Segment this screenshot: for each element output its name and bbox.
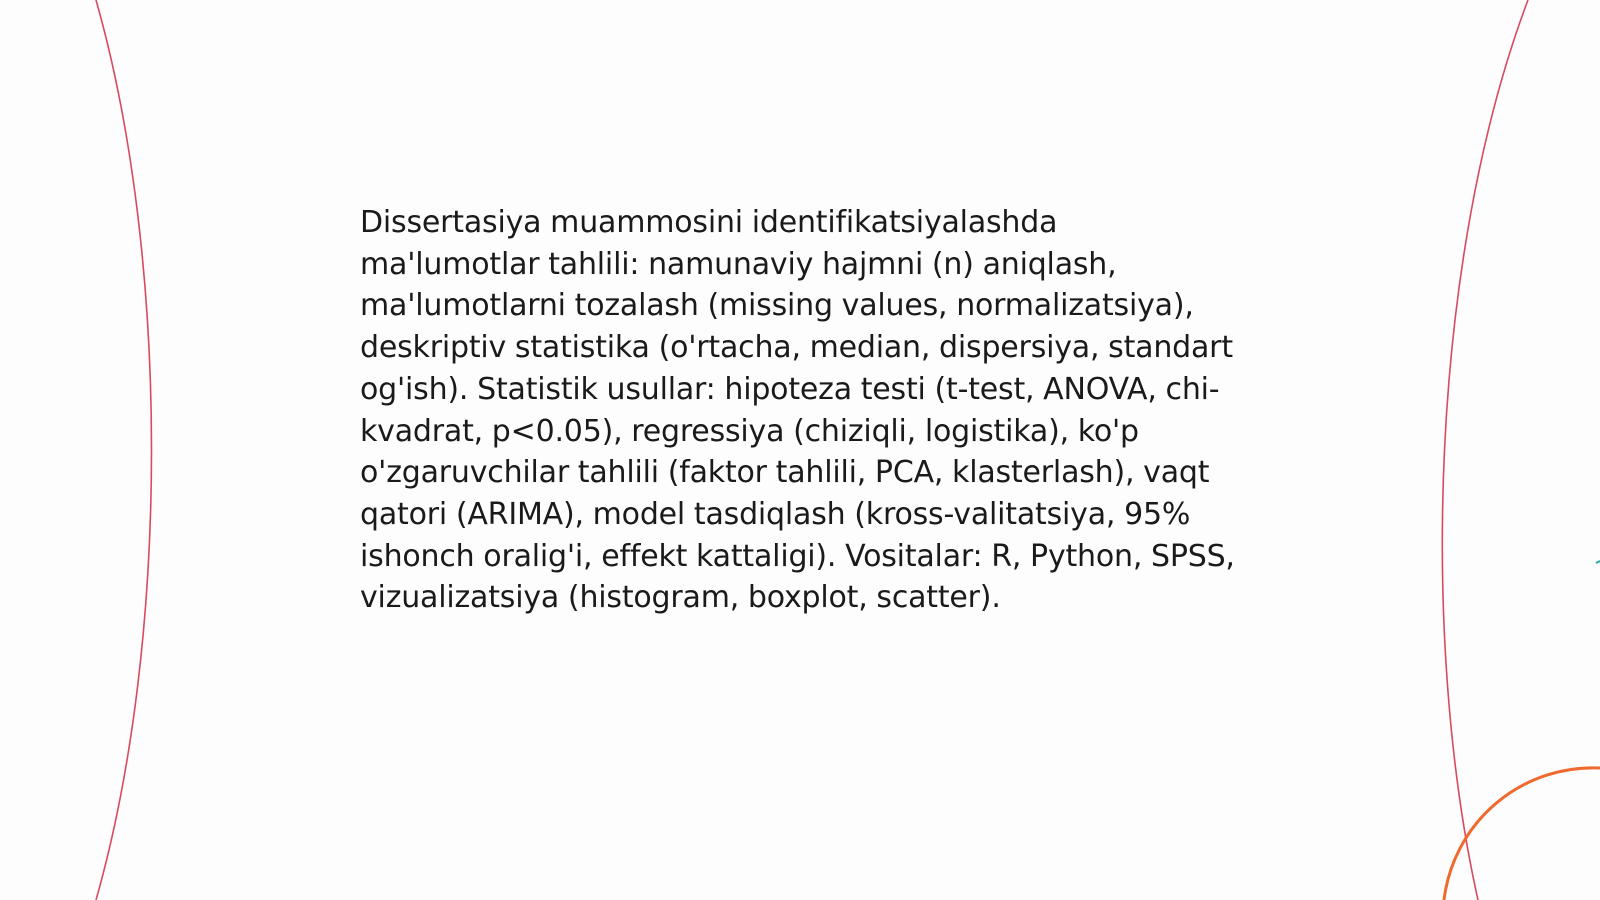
right-arc xyxy=(1442,0,1528,900)
teal-mark xyxy=(1596,561,1600,563)
left-arc xyxy=(96,0,152,900)
slide-body-text: Dissertasiya muammosini identifikatsiyalashda ma'lumotlar tahlili: namunaviy hajmni (n) aniqlash, ma'lumotlarni tozalash (missing values, normalizatsiya), deskriptiv statistika (o'rtacha, median, dispersiya, standart og'ish). Statistik usullar: hipoteza testi (t-test, ANOVA, chi-kvadrat, p<0.05), regressiya (chiziqli, logistika), ko'p o'zgaruvchilar tahlili (faktor tahlili, PCA, klasterlash), vaqt qatori (ARIMA), model tasdiqlash (kross-valitatsiya, 95% ishonch oralig'i, effekt kattaligi). Vositalar: R, Python, SPSS, vizualizatsiya (histogram, boxplot, scatter). xyxy=(360,205,1235,616)
orange-arc xyxy=(1444,768,1600,900)
